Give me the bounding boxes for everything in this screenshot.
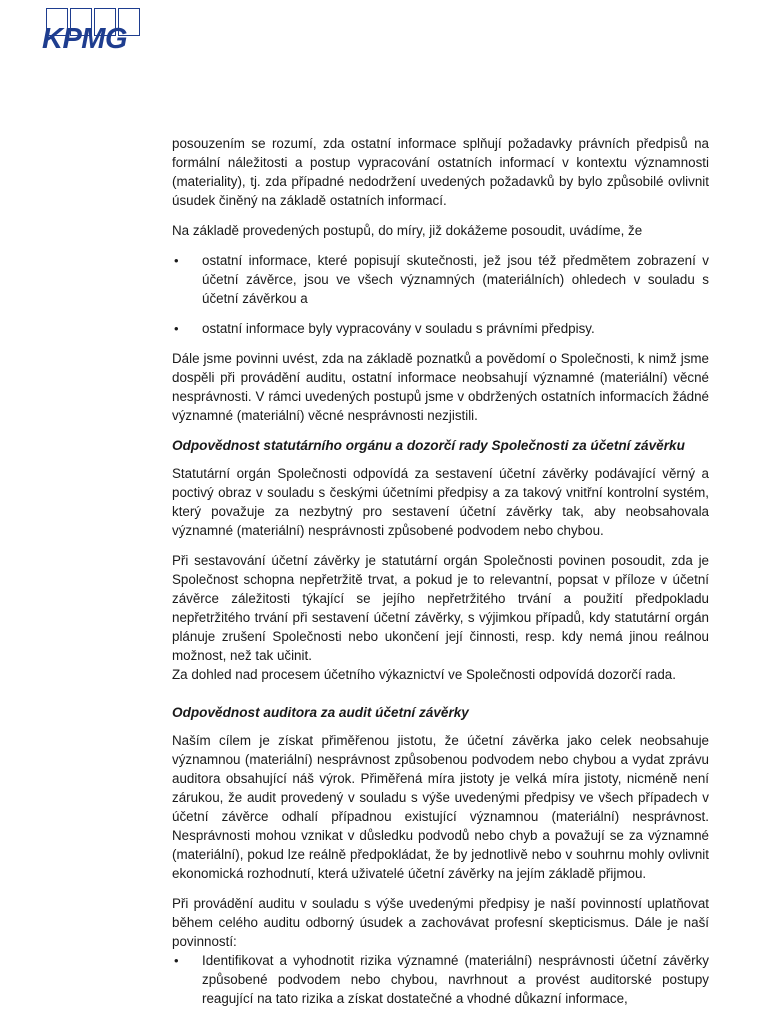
- paragraph-audit-duties: Při provádění auditu v souladu s výše uvedenými předpisy je naší povinností uplatňovat během celého auditu odborný úsudek a zachovávat profesní skepticismus. Dále je naší povinností:: [172, 896, 709, 949]
- logo-text: KPMG: [42, 23, 127, 55]
- paragraph-other-info-assessment: posouzením se rozumí, zda ostatní informace splňují požadavky právních předpisů na formální náležitosti a postup vypracování ostatních informací v kontextu významnosti (materiality), tj. zda případné nedodržení uvedených požadavků by bylo způsobilé ovlivnit úsudek činěný na základě ostatních informací.: [172, 136, 709, 208]
- paragraph-going-concern: Při sestavování účetní závěrky je statutární orgán Společnosti povinen posoudit, zda je Společnost schopna nepřetržitě trvat, a pokud je to relevantní, popsat v příloze v účetní závěrce záležitosti týkající se jejího nepřetržitého trvání a použití předpokladu nepřetržitého trvání při sestavení účetní závěrky, s výjimkou případů, kdy statutární orgán plánuje zrušení Společnosti nebo ukončení její činnosti, resp. kdy nemá jinou reálnou možnost, než tak učinit.: [172, 553, 709, 663]
- list-item: • ostatní informace byly vypracovány v souladu s právními předpisy.: [172, 319, 709, 338]
- conclusion-list: [172, 251, 709, 338]
- paragraph-audit-objective: Naším cílem je získat přiměřenou jistotu, že účetní závěrka jako celek neobsahuje významnou (materiální) nesprávnost způsobenou podvodem nebo chybou a vydat zprávu auditora obsahující náš výrok. Přiměřená míra jistoty je velká míra jistoty, nicméně není zárukou, že audit provedený v souladu s výše uvedenými předpisy ve všech případech v účetní závěrce odhalí případnou existující významnou (materiální) nesprávnost. Nesprávnosti mohou vznikat v důsledku podvodů nebo chyb a považují se za významné (materiální), pokud lze reálně předpokládat, že by jednotlivě nebo v souhrnu mohly ovlivnit ekonomická rozhodnutí, která uživatelé účetní závěrky na jejím základě přijmou.: [172, 733, 709, 881]
- paragraph-supervisory-board: Za dohled nad procesem účetního výkaznictví ve Společnosti odpovídá dozorčí rada.: [172, 667, 676, 682]
- kpmg-logo: [42, 8, 154, 54]
- paragraph-management-responsibility: Statutární orgán Společnosti odpovídá za sestavení účetní závěrky podávající věrný a poctivý obraz v souladu s českými účetními předpisy a za takový vnitřní kontrolní systém, který považuje za nezbytný pro sestavení účetní závěrky tak, aby neobsahovala významné (materiální) nesprávnosti způsobené podvodem nebo chybou.: [172, 466, 709, 538]
- list-item: • Identifikovat a vyhodnotit rizika významné (materiální) nesprávnosti účetní závěrky způsobené podvodem nebo chybou, navrhnout a provést auditorské postupy reagující na tato rizika a získat dostatečné a vhodné důkazní informace,: [172, 951, 709, 1008]
- list-item: • ostatní informace, které popisují skutečnosti, jež jsou též předmětem zobrazení v účetní závěrce, jsou ve všech významných (materiálních) ohledech v souladu s účetní závěrkou a: [172, 251, 709, 308]
- paragraph-procedures-intro: Na základě provedených postupů, do míry, již dokážeme posoudit, uvádíme, že: [172, 223, 643, 238]
- section-heading-management-responsibility: Odpovědnost statutárního orgánu a dozorčí rady Společnosti za účetní závěrku: [172, 438, 685, 453]
- section-heading-auditor-responsibility: Odpovědnost auditora za audit účetní závěrky: [172, 705, 469, 720]
- duties-list: [172, 951, 709, 1008]
- document-body: [172, 134, 709, 1019]
- paragraph-misstatement-statement: Dále jsme povinni uvést, zda na základě poznatků a povědomí o Společnosti, k nimž jsme dospěli při provádění auditu, ostatní informace neobsahují významné (materiální) věcné nesprávnosti. V rámci uvedených postupů jsme v obdržených ostatních informacích žádné významné (materiální) věcné nesprávnosti nezjistili.: [172, 351, 709, 423]
